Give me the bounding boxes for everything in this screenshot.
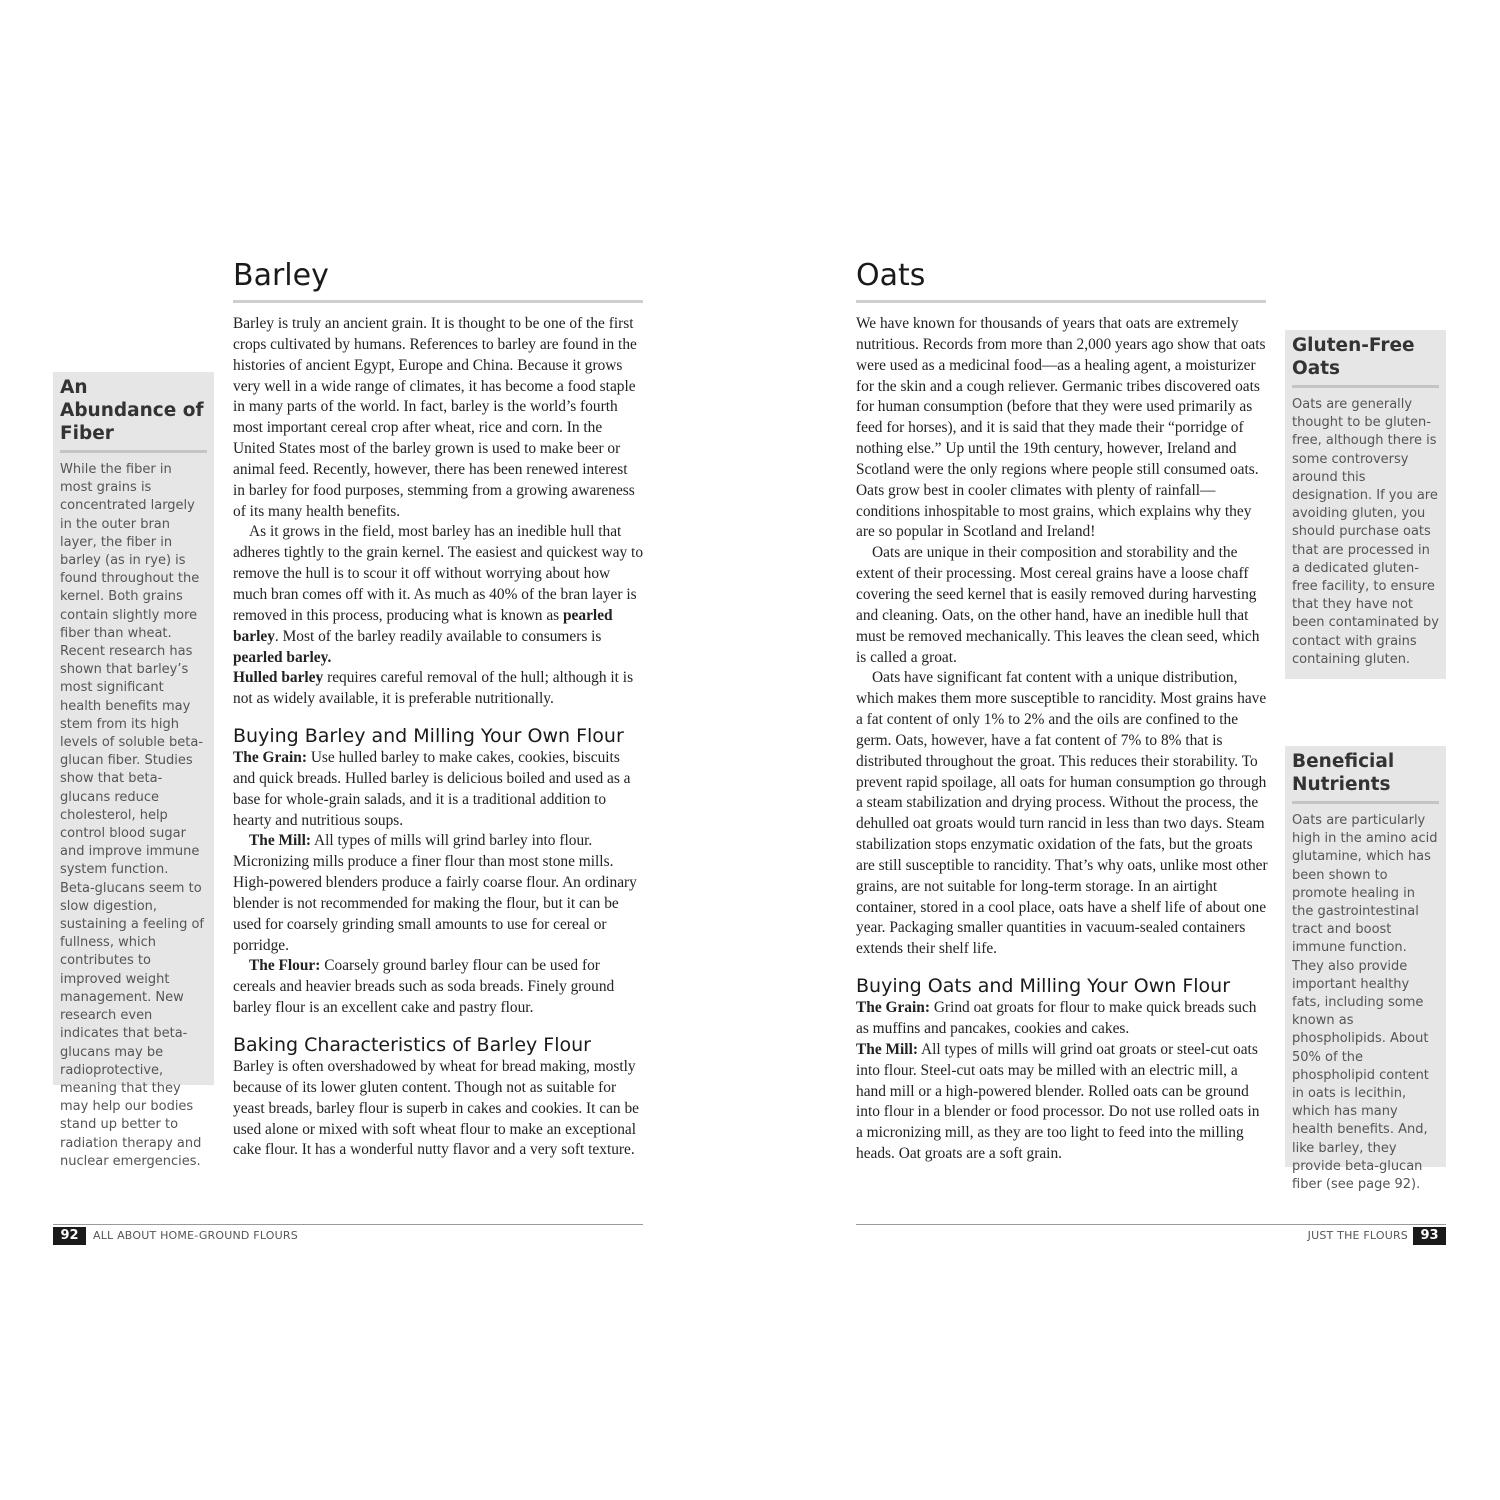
sidebar-text: Oats are particularly high in the amino acid glutamine, which has been shown to promote healing in the gastrointestinal tract and boost immune function. They also provide important healthy fats, including some known as phospholipids. About 50% of the phospholipid content in oats is lecithin, which has many health benefits. And, like barley, they provide beta-glucan fiber (see page 92). xyxy=(1292,813,1438,1193)
oats-composition-paragraph: Oats are unique in their composition and storability and the extent of their processing. Most cereal grains have a loose chaff covering the seed kernel that is easily removed during harvesting and cleaning. Oats, on the other hand, have an inedible hull that must be removed mechanically. This leaves the clean seed, which is called a groat. xyxy=(856,544,1260,666)
section-heading-baking-barley: Baking Characteristics of Barley Flour xyxy=(233,1034,591,1056)
footer-rule xyxy=(53,1224,643,1225)
page-number-92: 92 xyxy=(53,1227,86,1245)
sidebar-beneficial-nutrients xyxy=(1285,746,1446,1193)
barley-baking-paragraph: Barley is often overshadowed by wheat for bread making, mostly because of its lower gluten content. Though not as suitable for yeast breads, barley flour is superb in cakes and cookies. It can be used alone or mixed with soft wheat flour to make an exceptional cake flour. It has a wonderful nutty flavor and a very soft texture. xyxy=(233,1058,639,1159)
oats-grain-paragraph: The Grain: Grind oat groats for flour to make quick breads such as muffins and pancakes, cookies and cakes. xyxy=(856,999,1257,1037)
page-title-barley: Barley xyxy=(233,258,329,293)
barley-hull-paragraph: As it grows in the field, most barley has an inedible hull that adheres tightly to the grain kernel. The easiest and quickest way to remove the hull is to scour it off without worrying about how much bran comes off with it. As much as 40% of the bran layer is removed in this process, producing what is known as pearled barley. Most of the barley readily available to consumers is pearled barley. Hulled barley requires careful removal of the hull; although it is not as widely available, it is preferable nutritionally. xyxy=(233,523,644,708)
oats-fat-paragraph: Oats have significant fat content with a unique distribution, which makes them more susceptible to rancidity. Most grains have a fat content of only 1% to 2% and the oils are confined to the germ. Oats, however, have a fat content of 7% to 8% that is distributed throughout the groat. This reduces their storability. To prevent rapid spoilage, all oats for human consumption go through a steam stabilization and drying process. Without the process, the dehulled oat groats would turn rancid in less than two days. Steam stabilization stops enzymatic oxidation of the fats, but the groats are still susceptible to rancidity. That’s why oats, unlike most other grains, are not suitable for long-term storage. In an airtight container, stored in a cool place, oats have a shelf life of about one year. Packaging smaller quantities in vacuum-sealed containers extends their shelf life. xyxy=(856,669,1268,958)
sidebar-rule xyxy=(60,450,207,453)
barley-flour-paragraph: The Flour: Coarsely ground barley flour can be used for cereals and heavier breads such as soda breads. Finely ground barley flour is an excellent cake and pastry flour. xyxy=(233,957,615,1017)
page-title-oats: Oats xyxy=(856,258,926,293)
sidebar-title: Gluten-Free Oats xyxy=(1292,335,1415,379)
barley-column xyxy=(233,314,643,1161)
sidebar-title: Beneficial Nutrients xyxy=(1292,751,1395,795)
sidebar-rule xyxy=(1292,385,1439,388)
sidebar-gluten-free-oats xyxy=(1285,330,1446,679)
oats-history-paragraph: We have known for thousands of years that oats are extremely nutritious. Records from more than 2,000 years ago show that oats were used as a medicinal food—as a healing agent, a moisturizer for the skin and a cough reliever. Germanic tribes discovered oats for human consumption (before that they were used primarily as feed for horses), and it is said that they made their “porridge of nothing else.” Up until the 19th century, however, Ireland and Scotland were the only regions where people still consumed oats. Oats grow best in cooler climates with plenty of rainfall—conditions inhospitable to most grains, which explains why they are so popular in Scotland and Ireland! xyxy=(856,315,1266,541)
running-title-left: ALL ABOUT HOME-GROUND FLOURS xyxy=(93,1229,298,1242)
sidebar-rule xyxy=(1292,801,1439,804)
running-title-right: JUST THE FLOURS xyxy=(1307,1229,1408,1242)
title-rule xyxy=(233,300,643,303)
barley-mill-paragraph: The Mill: All types of mills will grind barley into flour. Micronizing mills produce a finer flour than most stone mills. High-powered blenders produce a fairly coarse flour. An ordinary blender is not recommended for making the flour, but it can be used for coarsely grinding small amounts to use for cereal or porridge. xyxy=(233,832,637,954)
page-number-93: 93 xyxy=(1413,1227,1446,1245)
oats-column xyxy=(856,314,1268,1165)
section-heading-buying-oats: Buying Oats and Milling Your Own Flour xyxy=(856,975,1231,998)
barley-intro-paragraph: Barley is truly an ancient grain. It is thought to be one of the first crops cultivated by humans. References to barley are found in the histories of ancient Egypt, Europe and China. Because it grows very well in a wide range of climates, it has become a food staple in many parts of the world. In fact, barley is the world’s fourth most important cereal crop after wheat, rice and corn. In the United States most of the barley grown is used to make beer or animal feed. Recently, however, there has been renewed interest in barley for food purposes, stemming from a growing awareness of its many health benefits. xyxy=(233,315,637,520)
title-rule xyxy=(856,300,1266,303)
oats-mill-paragraph: The Mill: All types of mills will grind oat groats or steel-cut oats into flour. Steel-cut oats may be milled with an electric mill, a hand mill or a high-powered blender. Rolled oats can be ground into flour in a blender or food processor. Do not use rolled oats in a micronizing mill, as they are too light to feed into the milling heads. Oat groats are a soft grain. xyxy=(856,1040,1260,1163)
sidebar-text: Oats are generally thought to be gluten-free, although there is some controversy around this designation. If you are avoiding gluten, you should purchase oats that are processed in a dedicated gluten-free facility, to ensure that they have not been contaminated by contact with grains containing gluten. xyxy=(1292,397,1439,667)
footer-rule xyxy=(856,1224,1446,1225)
sidebar-title: An Abundance of Fiber xyxy=(60,377,204,444)
section-heading-buying-barley: Buying Barley and Milling Your Own Flour xyxy=(233,725,624,748)
barley-grain-paragraph: The Grain: Use hulled barley to make cakes, cookies, biscuits and quick breads. Hulled barley is delicious boiled and used as a base for whole-grain salads, and it is a traditional addition to hearty and nutritious soups. xyxy=(233,749,631,829)
sidebar-text: While the fiber in most grains is concentrated largely in the outer bran layer, the fiber in barley (as in rye) is found throughout the kernel. Both grains contain slightly more fiber than wheat. Recent research has shown that barley’s most significant health benefits may stem from its high levels of soluble beta-glucan fiber. Studies show that beta-glucans reduce cholesterol, help control blood sugar and improve immune system function. Beta-glucans seem to slow digestion, sustaining a feeling of fullness, which contributes to improved weight management. New research even indicates that beta-glucans may be radioprotective, meaning that they may help our bodies stand up better to radiation therapy and nuclear emergencies. xyxy=(60,462,204,1169)
sidebar-abundance-of-fiber xyxy=(53,372,214,1169)
